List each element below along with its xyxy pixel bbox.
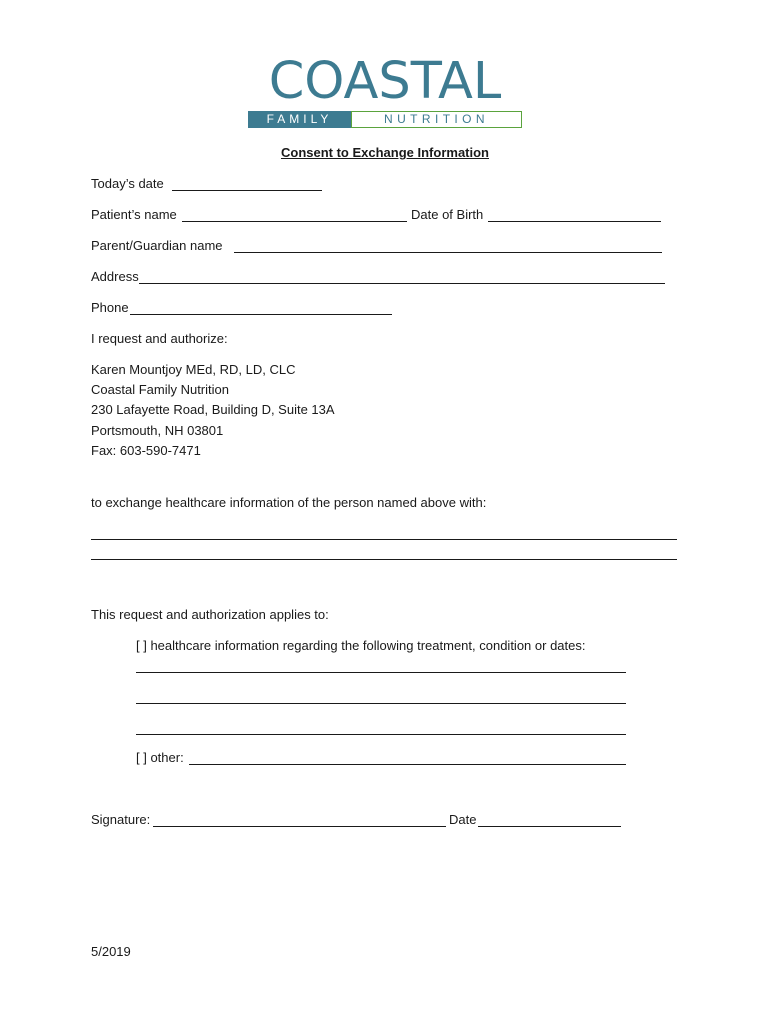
todays-date-label: Today’s date	[91, 176, 164, 191]
other-option-checkbox[interactable]: [ ] other:	[136, 750, 184, 765]
provider-fax: Fax: 603-590-7471	[91, 443, 201, 458]
exchange-with-line-1[interactable]	[91, 539, 677, 540]
todays-date-field[interactable]	[172, 190, 322, 191]
provider-city: Portsmouth, NH 03801	[91, 423, 224, 438]
signature-field[interactable]	[153, 826, 446, 827]
treatment-line-2[interactable]	[136, 703, 626, 704]
address-label: Address	[91, 269, 139, 284]
request-intro: I request and authorize:	[91, 331, 228, 346]
parent-guardian-label: Parent/Guardian name	[91, 238, 223, 253]
provider-street: 230 Lafayette Road, Building D, Suite 13A	[91, 402, 335, 417]
signature-date-label: Date	[449, 812, 477, 827]
signature-date-field[interactable]	[478, 826, 621, 827]
logo-wordmark: COASTAL	[268, 52, 502, 111]
patients-name-field[interactable]	[182, 221, 407, 222]
treatment-line-1[interactable]	[136, 672, 626, 673]
provider-practice: Coastal Family Nutrition	[91, 382, 229, 397]
page-title: Consent to Exchange Information	[280, 145, 489, 160]
exchange-with-line-2[interactable]	[91, 559, 677, 560]
signature-label: Signature:	[91, 812, 151, 827]
treatment-line-3[interactable]	[136, 734, 626, 735]
provider-name: Karen Mountjoy MEd, RD, LD, CLC	[91, 362, 296, 377]
other-field[interactable]	[189, 764, 626, 765]
date-of-birth-label: Date of Birth	[411, 207, 484, 222]
phone-label: Phone	[91, 300, 129, 315]
logo-nutrition-text: NUTRITION	[351, 111, 522, 128]
phone-field[interactable]	[130, 314, 392, 315]
logo-family-text: FAMILY	[248, 111, 351, 128]
patients-name-label: Patient’s name	[91, 207, 177, 222]
applies-to-text: This request and authorization applies to:	[91, 607, 329, 622]
exchange-text: to exchange healthcare information of the person named above with:	[91, 495, 487, 510]
logo-tagline-bar	[248, 111, 522, 128]
revision-date: 5/2019	[91, 944, 131, 959]
address-field[interactable]	[139, 283, 665, 284]
parent-guardian-field[interactable]	[234, 252, 662, 253]
healthcare-option-checkbox[interactable]: [ ] healthcare information regarding the following treatment, condition or dates:	[136, 638, 586, 653]
date-of-birth-field[interactable]	[488, 221, 661, 222]
